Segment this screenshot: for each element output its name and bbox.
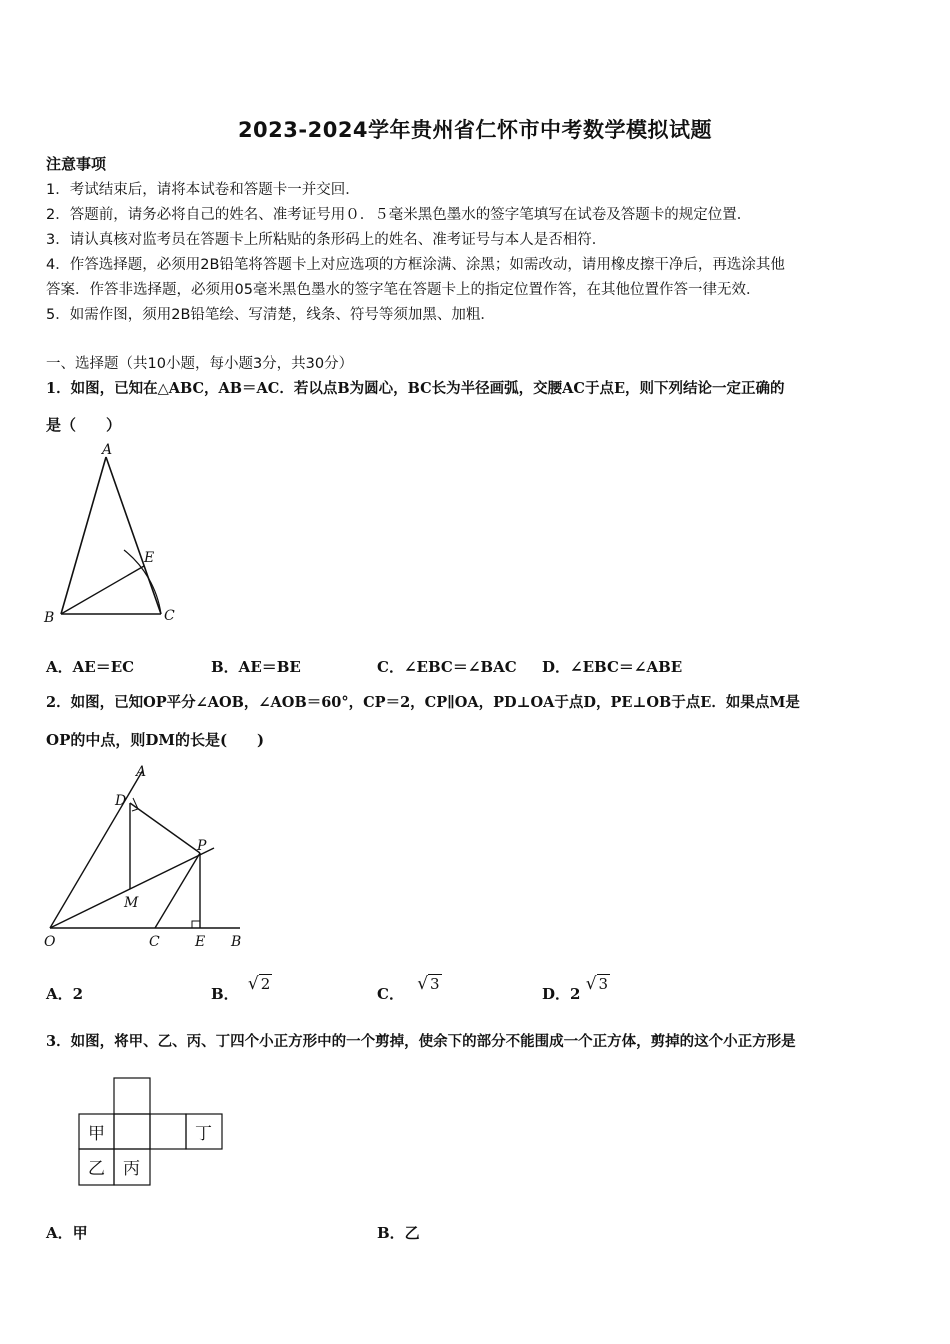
q1-option-b[interactable]: B．AE＝BE	[211, 658, 301, 676]
notes-heading: 注意事项	[46, 155, 107, 173]
q2-segment-cp	[155, 853, 200, 928]
note-item-3: 3．请认真核对监考员在答题卡上所粘贴的条形码上的姓名、准考证号与本人是否相符．	[46, 232, 607, 248]
q1-label-a: A	[102, 442, 113, 458]
note-item-5: 5．如需作图，须用2B铅笔绘、写清楚，线条、符号等须加黑、加粗．	[46, 307, 495, 323]
q1-option-d[interactable]: D．∠EBC＝∠ABE	[542, 658, 683, 676]
q2-option-c-sqrt: √ 3	[417, 974, 440, 994]
q3-text: 3．如图，将甲、乙、丙、丁四个小正方形中的一个剪掉，使余下的部分不能围成一个正方体，剪掉的这个小正方形是	[46, 1033, 796, 1050]
q2-label-b: B	[231, 934, 242, 950]
q3-label-bing: 丙	[123, 1159, 140, 1179]
q2-label-d: D	[115, 793, 127, 809]
section-heading: 一、选择题（共10小题，每小题3分，共30分）	[46, 356, 354, 372]
q1-option-c[interactable]: C．∠EBC＝∠BAC	[377, 658, 517, 676]
q3-label-yi: 乙	[88, 1159, 105, 1179]
q3-cell-mid-1	[114, 1114, 150, 1149]
q2-option-c[interactable]	[377, 974, 440, 1004]
q2-segment-op	[50, 848, 214, 928]
q2-option-a[interactable]: A．2	[46, 985, 84, 1003]
q2-option-d[interactable]	[542, 974, 610, 1004]
q2-label-o: O	[44, 934, 56, 950]
q2-option-c-prefix: C．	[377, 985, 404, 1003]
q2-option-b-radicand: 2	[260, 975, 271, 993]
q2-option-b[interactable]	[211, 974, 271, 1004]
note-item-2: 2．答题前，请务必将自己的姓名、准考证号用０．５毫米黑色墨水的签字笔填写在试卷及答题卡的规定位置．	[46, 207, 752, 223]
page-title: 2023-2024学年贵州省仁怀市中考数学模拟试题	[237, 118, 713, 142]
q3-cell-top	[114, 1078, 150, 1114]
q2-option-c-radicand: 3	[430, 975, 440, 993]
q3-option-b[interactable]: B．乙	[377, 1224, 420, 1242]
q2-label-c: C	[149, 934, 160, 950]
q2-option-d-sqrt: √ 3	[585, 974, 609, 994]
q1-text: 1．如图，已知在△ABC，AB＝AC．若以点B为圆心，BC长为半径画弧，交腰AC于点E，则下列结论一定正确的	[46, 380, 785, 397]
note-item-4: 4．作答选择题，必须用2B铅笔将答题卡上对应选项的方框涂满、涂黑；如需改动，请用橡皮擦干净后，再选涂其他	[46, 257, 785, 273]
q2-option-b-sqrt: √ 2	[247, 974, 271, 994]
q2-option-b-prefix: B．	[211, 985, 239, 1003]
note-item-1: 1．考试结束后，请将本试卷和答题卡一并交回．	[46, 182, 360, 198]
q2-segment-pd	[130, 803, 200, 853]
q1-label-b: B	[44, 610, 55, 626]
q2-text: 2．如图，已知OP平分∠AOB，∠AOB＝60°，CP＝2，CP∥OA，PD⊥OA于点D，PE⊥OB于点E．如果点M是	[46, 694, 800, 711]
q1-figure	[40, 440, 190, 630]
q2-text-cont: OP的中点，则DM的长是( )	[46, 731, 265, 749]
q1-side-ac	[106, 457, 161, 614]
q3-label-jia: 甲	[88, 1124, 105, 1144]
q2-label-m: M	[124, 895, 139, 911]
q2-label-a: A	[136, 764, 147, 780]
q2-option-d-prefix: D．2	[542, 985, 581, 1003]
q3-label-ding: 丁	[195, 1124, 212, 1144]
note-item-4-cont: 答案．作答非选择题，必须用05毫米黑色墨水的签字笔在答题卡上的指定位置作答，在其他位置作答一律无效．	[46, 282, 761, 298]
q2-option-d-radicand: 3	[598, 975, 609, 993]
q3-cell-mid-2	[150, 1114, 186, 1149]
q2-label-p: P	[197, 838, 207, 854]
q2-right-angle-e	[192, 921, 200, 928]
q1-text-cont: 是（ ）	[46, 416, 122, 434]
q1-label-e: E	[144, 550, 155, 566]
q1-label-c: C	[164, 608, 175, 624]
q1-side-ab	[61, 457, 106, 614]
q2-figure	[40, 760, 250, 955]
q3-option-a[interactable]: A．甲	[46, 1224, 88, 1242]
q3-net-figure	[78, 1077, 224, 1189]
q1-option-a[interactable]: A．AE＝EC	[46, 658, 135, 676]
q2-label-e: E	[195, 934, 206, 950]
